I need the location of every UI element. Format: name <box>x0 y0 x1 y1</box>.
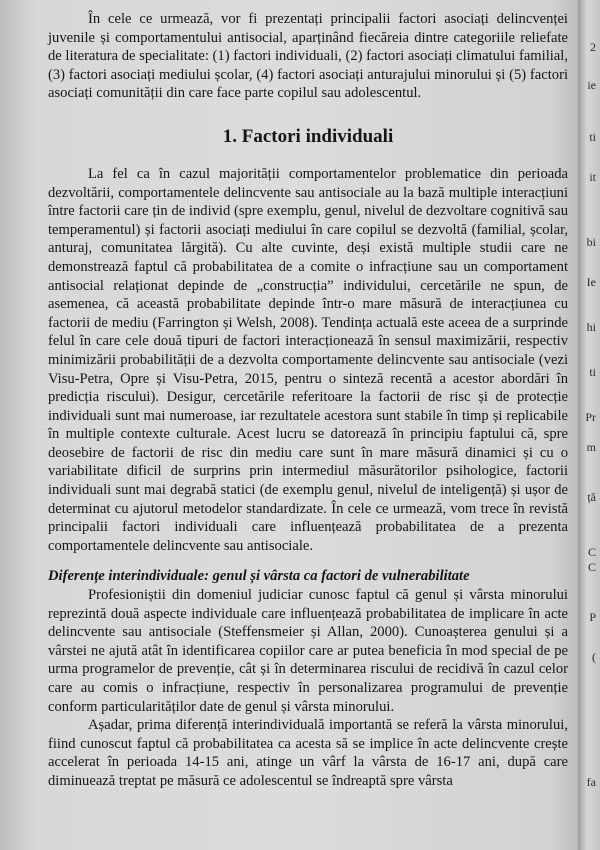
section-paragraph: La fel ca în cazul majorității comportamentelor problematice din perioada dezvoltării, comportamentele delincvente sau antisociale au la bază multiple interacțiuni între factorii care țin de individ (spre exemplu, genul, nivelul de dezvoltare cognitivă sau temperamentul) și factorii asociați mediului în care copilul se dezvoltă (familial, școlar, anturaj, comunitatea lărgită). Cu alte cuvinte, deși există multiple studii care ne demonstrează faptul că probabilitatea de a comite o infracțiune sau un comportament antisocial relaționat depinde de „construcția” individului, cercetările ne spun, de asemenea, că această probabilitate depinde într-o mare măsură de interacțiunea cu factorii de mediu (Farrington și Welsh, 2008). Tendința actuală este aceea de a surprinde felul în care cele două tipuri de factori interacționează în sensul maximizării, respectiv minimizării probabilității de a dezvolta comportamente delincvente sau antisociale (vezi Visu-Petra, Opre și Visu-Petra, 2015, pentru o sinteză recentă a acestor abordări în predicția riscului). Desigur, cercetările referitoare la factorii de risc și de protecție individuali sunt mai numeroase, iar rezultatele acestora sunt stabile în timp și replicabile în multiple contexte culturale. Acest lucru se datorează în principiu faptului că, spre deosebire de factorii de risc din mediu care sunt în mare măsură dinamici și cu o variabilitate dificil de surprins prin intermediul măsurătorilor psihologice, factorii individuali sunt mai degrabă statici (de exemplu genul, nivelul de inteligență) și ușor de determinat cu ajutorul metodelor standardizate. În cele ce urmează, vom trece în revistă principalii factori individuali care influențează probabilitatea de a prezenta comportamentele delincvente sau antisociale. <box>48 165 568 554</box>
margin-mark: C <box>587 545 596 559</box>
margin-mark: Ie <box>586 275 596 289</box>
margin-mark: hi <box>586 320 596 334</box>
intro-paragraph: În cele ce urmează, vor fi prezentați principalii factori asociați delincvenței juvenile și comportamentului antisocial, aparținând fiecăreia dintre categoriile reliefate de literatura de specialitate: (1) factori individuali, (2) factori asociați climatului familial, (3) factori asociați mediului școlar, (4) factori asociați anturajului minorului și (5) factori asociați comunității din care face parte copilul sau adolescentul. <box>48 11 568 102</box>
subsection-heading: Diferențe interindividuale: genul și vârsta ca factori de vulnerabilitate <box>48 568 470 585</box>
margin-mark: m <box>586 440 596 454</box>
margin-mark: 2 <box>590 40 596 54</box>
margin-mark: ță <box>587 490 596 504</box>
page-body <box>48 10 568 791</box>
margin-mark: fa <box>586 775 596 789</box>
margin-mark: ti <box>589 365 596 379</box>
margin-mark: it <box>589 170 596 184</box>
margin-mark: P <box>589 610 596 624</box>
margin-mark: C <box>587 560 596 574</box>
margin-mark: Pr <box>585 410 596 424</box>
margin-mark: ( <box>592 650 596 664</box>
section-heading: 1. Factori individuali <box>222 125 394 147</box>
subsection-paragraph-1: Profesioniștii din domeniul judiciar cunosc faptul că genul și vârsta minorului reprezintă două aspecte individuale care influențează probabilitatea de implicare în acte delincvente sau antisociale (Steffensmeier și Allan, 2000). Cunoașterea genului și a vârstei ne ajută atât în identificarea copiilor care ar putea beneficia în mod special de pe urma programelor de prevenție, cât și în determinarea riscului de recidivă în cazul celor care au comis o infracțiune, respectiv în personalizarea programului de prevenție conform particularităților date de genul și vârsta minorului. <box>48 587 568 715</box>
adjacent-page-edge <box>578 0 600 850</box>
subsection-paragraph-2: Așadar, prima diferență interindividuală importantă se referă la vârsta minorului, fiind cunoscut faptul că probabilitatea ca acesta să se implice în acte delincvente crește accelerat în perioada 14-15 ani, atinge un vârf la vârsta de 16-17 ani, după care diminuează treptat pe măsură ce adolescentul se îndreaptă spre vârsta <box>48 717 568 789</box>
margin-mark: bi <box>586 235 596 249</box>
margin-mark: ie <box>587 78 596 92</box>
margin-mark: ti <box>589 130 596 144</box>
